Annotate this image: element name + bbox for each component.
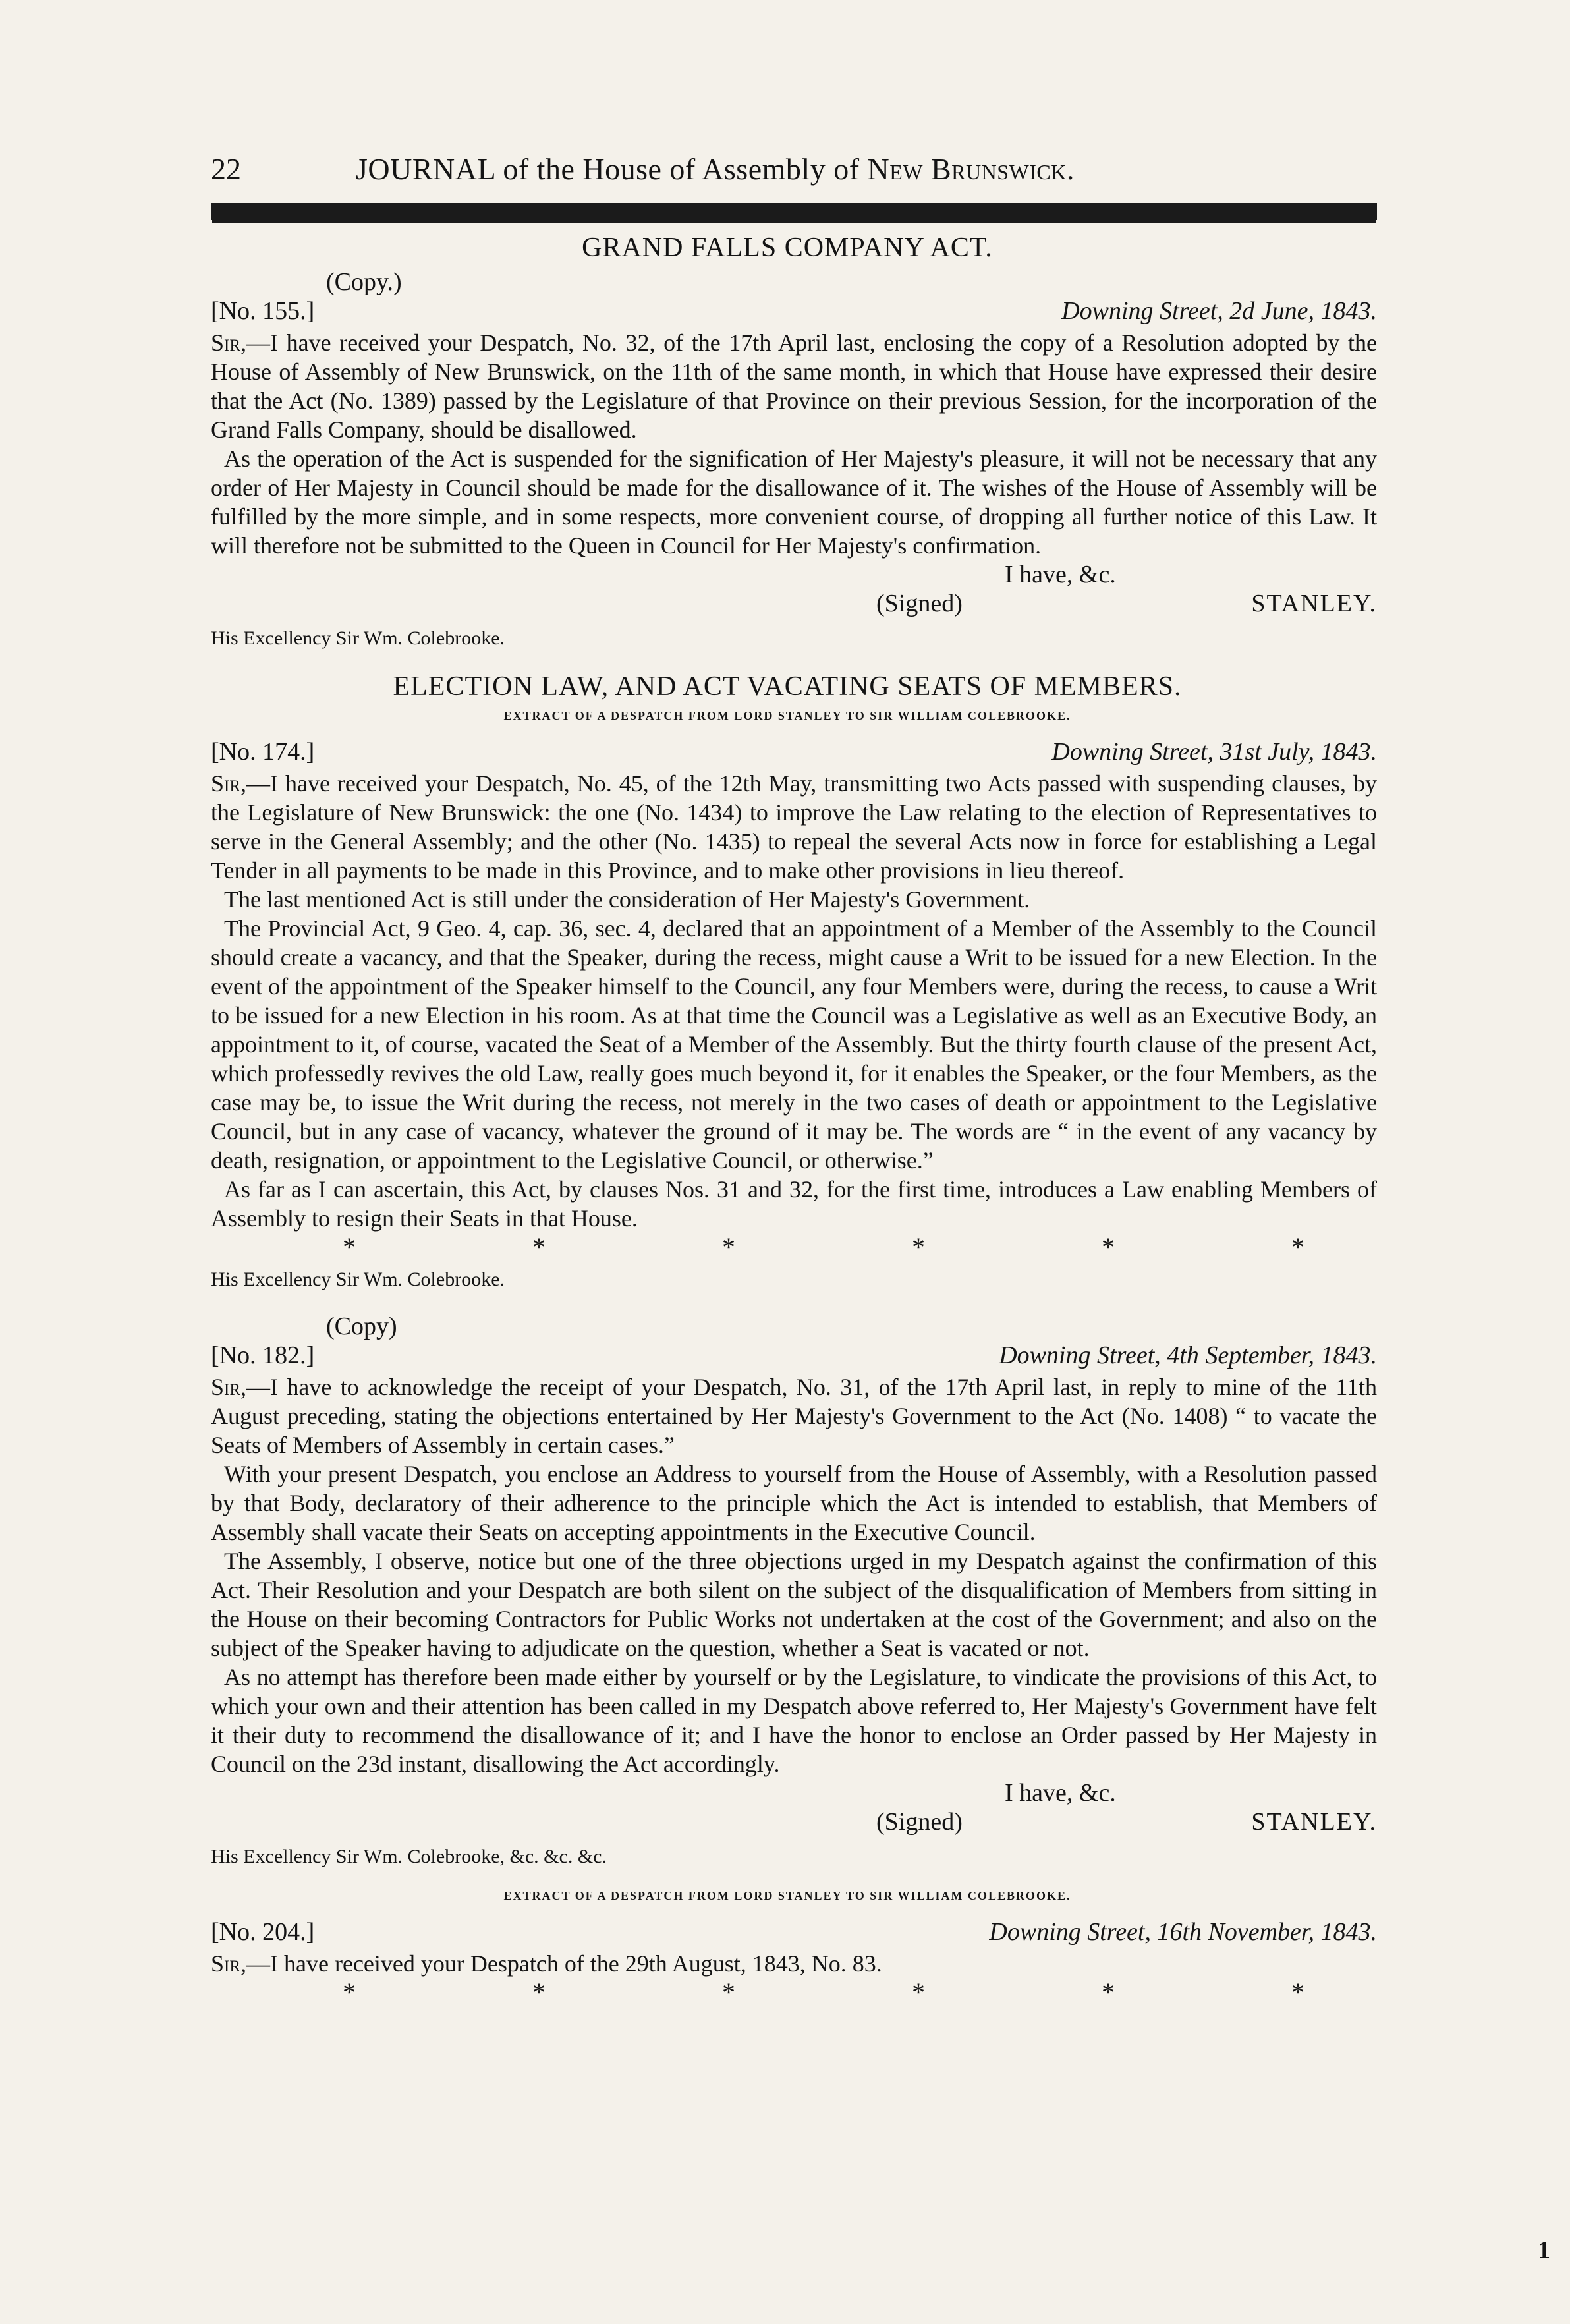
signer-name: STANLEY. (1251, 1808, 1377, 1836)
section-title: GRAND FALLS COMPANY ACT. (582, 233, 993, 263)
section-election-law (198, 671, 1377, 1291)
despatch-date: Downing Street, 16th November, 1843. (989, 1918, 1377, 1946)
salutation: Sir, (211, 770, 247, 797)
section-title: ELECTION LAW, AND ACT VACATING SEATS OF MEMBERS. (393, 671, 1182, 702)
omission-stars (198, 1234, 1377, 1261)
paragraph: With your present Despatch, you enclose an Address to yourself from the House of Assembly, with a Resolution passed by that Body, declaratory of their adherence to the principle which the Act is intended to establish, that Members of Assembly shall vacate their Seats on accepting appointments in the Executive Council. (211, 1461, 1377, 1545)
closing-text: I have, &c. (1005, 1779, 1116, 1807)
copy-label: (Copy) (326, 1313, 397, 1340)
page-header (198, 145, 1377, 191)
extract-heading: EXTRACT OF A DESPATCH FROM LORD STANLEY TO SIR WILLIAM COLEBROOKE. (503, 709, 1071, 722)
closing-block (198, 560, 1377, 619)
star: * (1102, 1977, 1115, 2007)
section-extract-204 (198, 1889, 1377, 2006)
paragraph: As no attempt has therefore been made either by yourself or by the Legislature, to vindicate the provisions of this Act, to which your own and their attention has been called in my Despatch above referred to, Her Majesty's Government have felt it their duty to recommend the disallowance of it; and I have the honor to enclose an Order passed by Her Majesty in Council on the 23d instant, disallowing the Act accordingly. (211, 1664, 1377, 1777)
paragraph: Sir,—I have received your Despatch of the 29th August, 1843, No. 83. (211, 1950, 882, 1977)
addressee: His Excellency Sir Wm. Colebrooke. (211, 627, 505, 649)
star: * (1291, 1232, 1304, 1262)
paragraph: Sir,—I have received your Despatch, No. 32, of the 17th April last, enclosing the copy of a Resolution adopted by the House of Assembly of New Brunswick, on the 11th of the same month, in which that House have expressed their desire that the Act (No. 1389) passed by the Legislature of that Province on their previous Session, for the incorporation of the Grand Falls Company, should be disallowed. (211, 329, 1377, 443)
signed-label: (Signed) (876, 1808, 963, 1836)
signature-mark: 1 (1538, 2236, 1550, 2264)
despatch-reference (198, 1312, 1377, 1373)
despatch-date: Downing Street, 4th September, 1843. (999, 1342, 1377, 1369)
signed-label: (Signed) (876, 590, 963, 617)
document-page (198, 145, 1377, 2014)
despatch-date: Downing Street, 2d June, 1843. (1061, 297, 1377, 325)
signer-name: STANLEY. (1251, 590, 1377, 617)
paragraph: As the operation of the Act is suspended for the signification of Her Majesty's pleasure, it will not be necessary that any order of Her Majesty in Council should be made for the disallowance of it. The wishes of the House of Assembly will be fulfilled by the more simple, and in some respects, more convenient course, of dropping all further notice of this Law. It will therefore not be submitted to the Queen in Council for Her Majesty's confirmation. (211, 445, 1377, 559)
star: * (722, 1977, 735, 2007)
addressee: His Excellency Sir Wm. Colebrooke. (211, 1268, 505, 1290)
star: * (343, 1232, 356, 1262)
despatch-date: Downing Street, 31st July, 1843. (1051, 738, 1377, 766)
star: * (343, 1977, 356, 2007)
despatch-reference (198, 268, 1377, 328)
closing-block (198, 1778, 1377, 1838)
copy-label: (Copy.) (326, 268, 402, 296)
star: * (722, 1232, 735, 1262)
paragraph: The Assembly, I observe, notice but one of the three objections urged in my Despatch against the confirmation of this Act. Their Resolution and your Despatch are both silent on the subject of the disqualification of Members from sitting in the House on their becoming Contractors for Public Works not undertaken at the cost of the Government; and also on the subject of the Speaker having to adjudicate on the question, whether a Seat is vacated or not. (211, 1548, 1377, 1661)
despatch-reference (198, 1915, 1377, 1949)
star: * (912, 1232, 925, 1262)
despatch-number: [No. 155.] (211, 297, 315, 325)
closing-text: I have, &c. (1005, 561, 1116, 588)
running-title-main: JOURNAL of the House of Assembly of (356, 152, 868, 186)
star: * (912, 1977, 925, 2007)
section-vacating-seats (198, 1312, 1377, 1868)
despatch-number: [No. 174.] (211, 738, 315, 766)
omission-stars (198, 1979, 1377, 2006)
despatch-number: [No. 204.] (211, 1918, 315, 1946)
running-title-province: New Brunswick. (867, 152, 1075, 186)
extract-heading: EXTRACT OF A DESPATCH FROM LORD STANLEY TO SIR WILLIAM COLEBROOKE. (503, 1889, 1071, 1902)
addressee: His Excellency Sir Wm. Colebrooke, &c. &c. &c. (211, 1846, 607, 1867)
paragraph: Sir,—I have to acknowledge the receipt of your Despatch, No. 31, of the 17th April last, in reply to mine of the 11th August preceding, stating the objections entertained by Her Majesty's Government to the Act (No. 1408) “ to vacate the Seats of Members of Assembly in certain cases.” (211, 1374, 1377, 1458)
despatch-number: [No. 182.] (211, 1342, 315, 1369)
star: * (1291, 1977, 1304, 2007)
salutation: Sir, (211, 1374, 247, 1400)
star: * (532, 1232, 546, 1262)
salutation: Sir, (211, 1950, 247, 1977)
paragraph: The Provincial Act, 9 Geo. 4, cap. 36, sec. 4, declared that an appointment of a Member of the Assembly to the Council should create a vacancy, and that the Speaker, during the recess, might cause a Writ to be issued for a new Election. In the event of the appointment of the Speaker himself to the Council, any four Members were, during the recess, to cause a Writ to be issued for a new Election in his room. As at that time the Council was a Legislative as well as an Executive Body, an appointment to it, of course, vacated the Seat of a Member of the Assembly. But the thirty fourth clause of the present Act, which professedly revives the old Law, really goes much beyond it, for it enables the Speaker, or the four Members, as the case may be, to issue the Writ during the recess, not merely in the two cases of death or appointment to the Legislative Council, but in any case of vacancy, whatever the ground of it may be. The words are “ in the event of any vacancy by death, resignation, or appointment to the Legislative Council, or otherwise.” (211, 915, 1377, 1174)
despatch-reference (198, 735, 1377, 769)
running-title (356, 152, 1075, 186)
star: * (532, 1977, 546, 2007)
salutation: Sir, (211, 329, 247, 356)
header-rule (211, 203, 1377, 220)
page-number: 22 (211, 152, 241, 186)
section-grand-falls (198, 232, 1377, 650)
paragraph: As far as I can ascertain, this Act, by clauses Nos. 31 and 32, for the first time, introduces a Law enabling Members of Assembly to resign their Seats in that House. (211, 1176, 1377, 1232)
paragraph: The last mentioned Act is still under the consideration of Her Majesty's Government. (224, 886, 1030, 913)
paragraph: Sir,—I have received your Despatch, No. 45, of the 12th May, transmitting two Acts passed with suspending clauses, by the Legislature of New Brunswick: the one (No. 1434) to improve the Law relating to the election of Representatives to serve in the General Assembly; and the other (No. 1435) to repeal the several Acts now in force for establishing a Legal Tender in all payments to be made in this Province, and to make other provisions in lieu thereof. (211, 770, 1377, 884)
star: * (1102, 1232, 1115, 1262)
